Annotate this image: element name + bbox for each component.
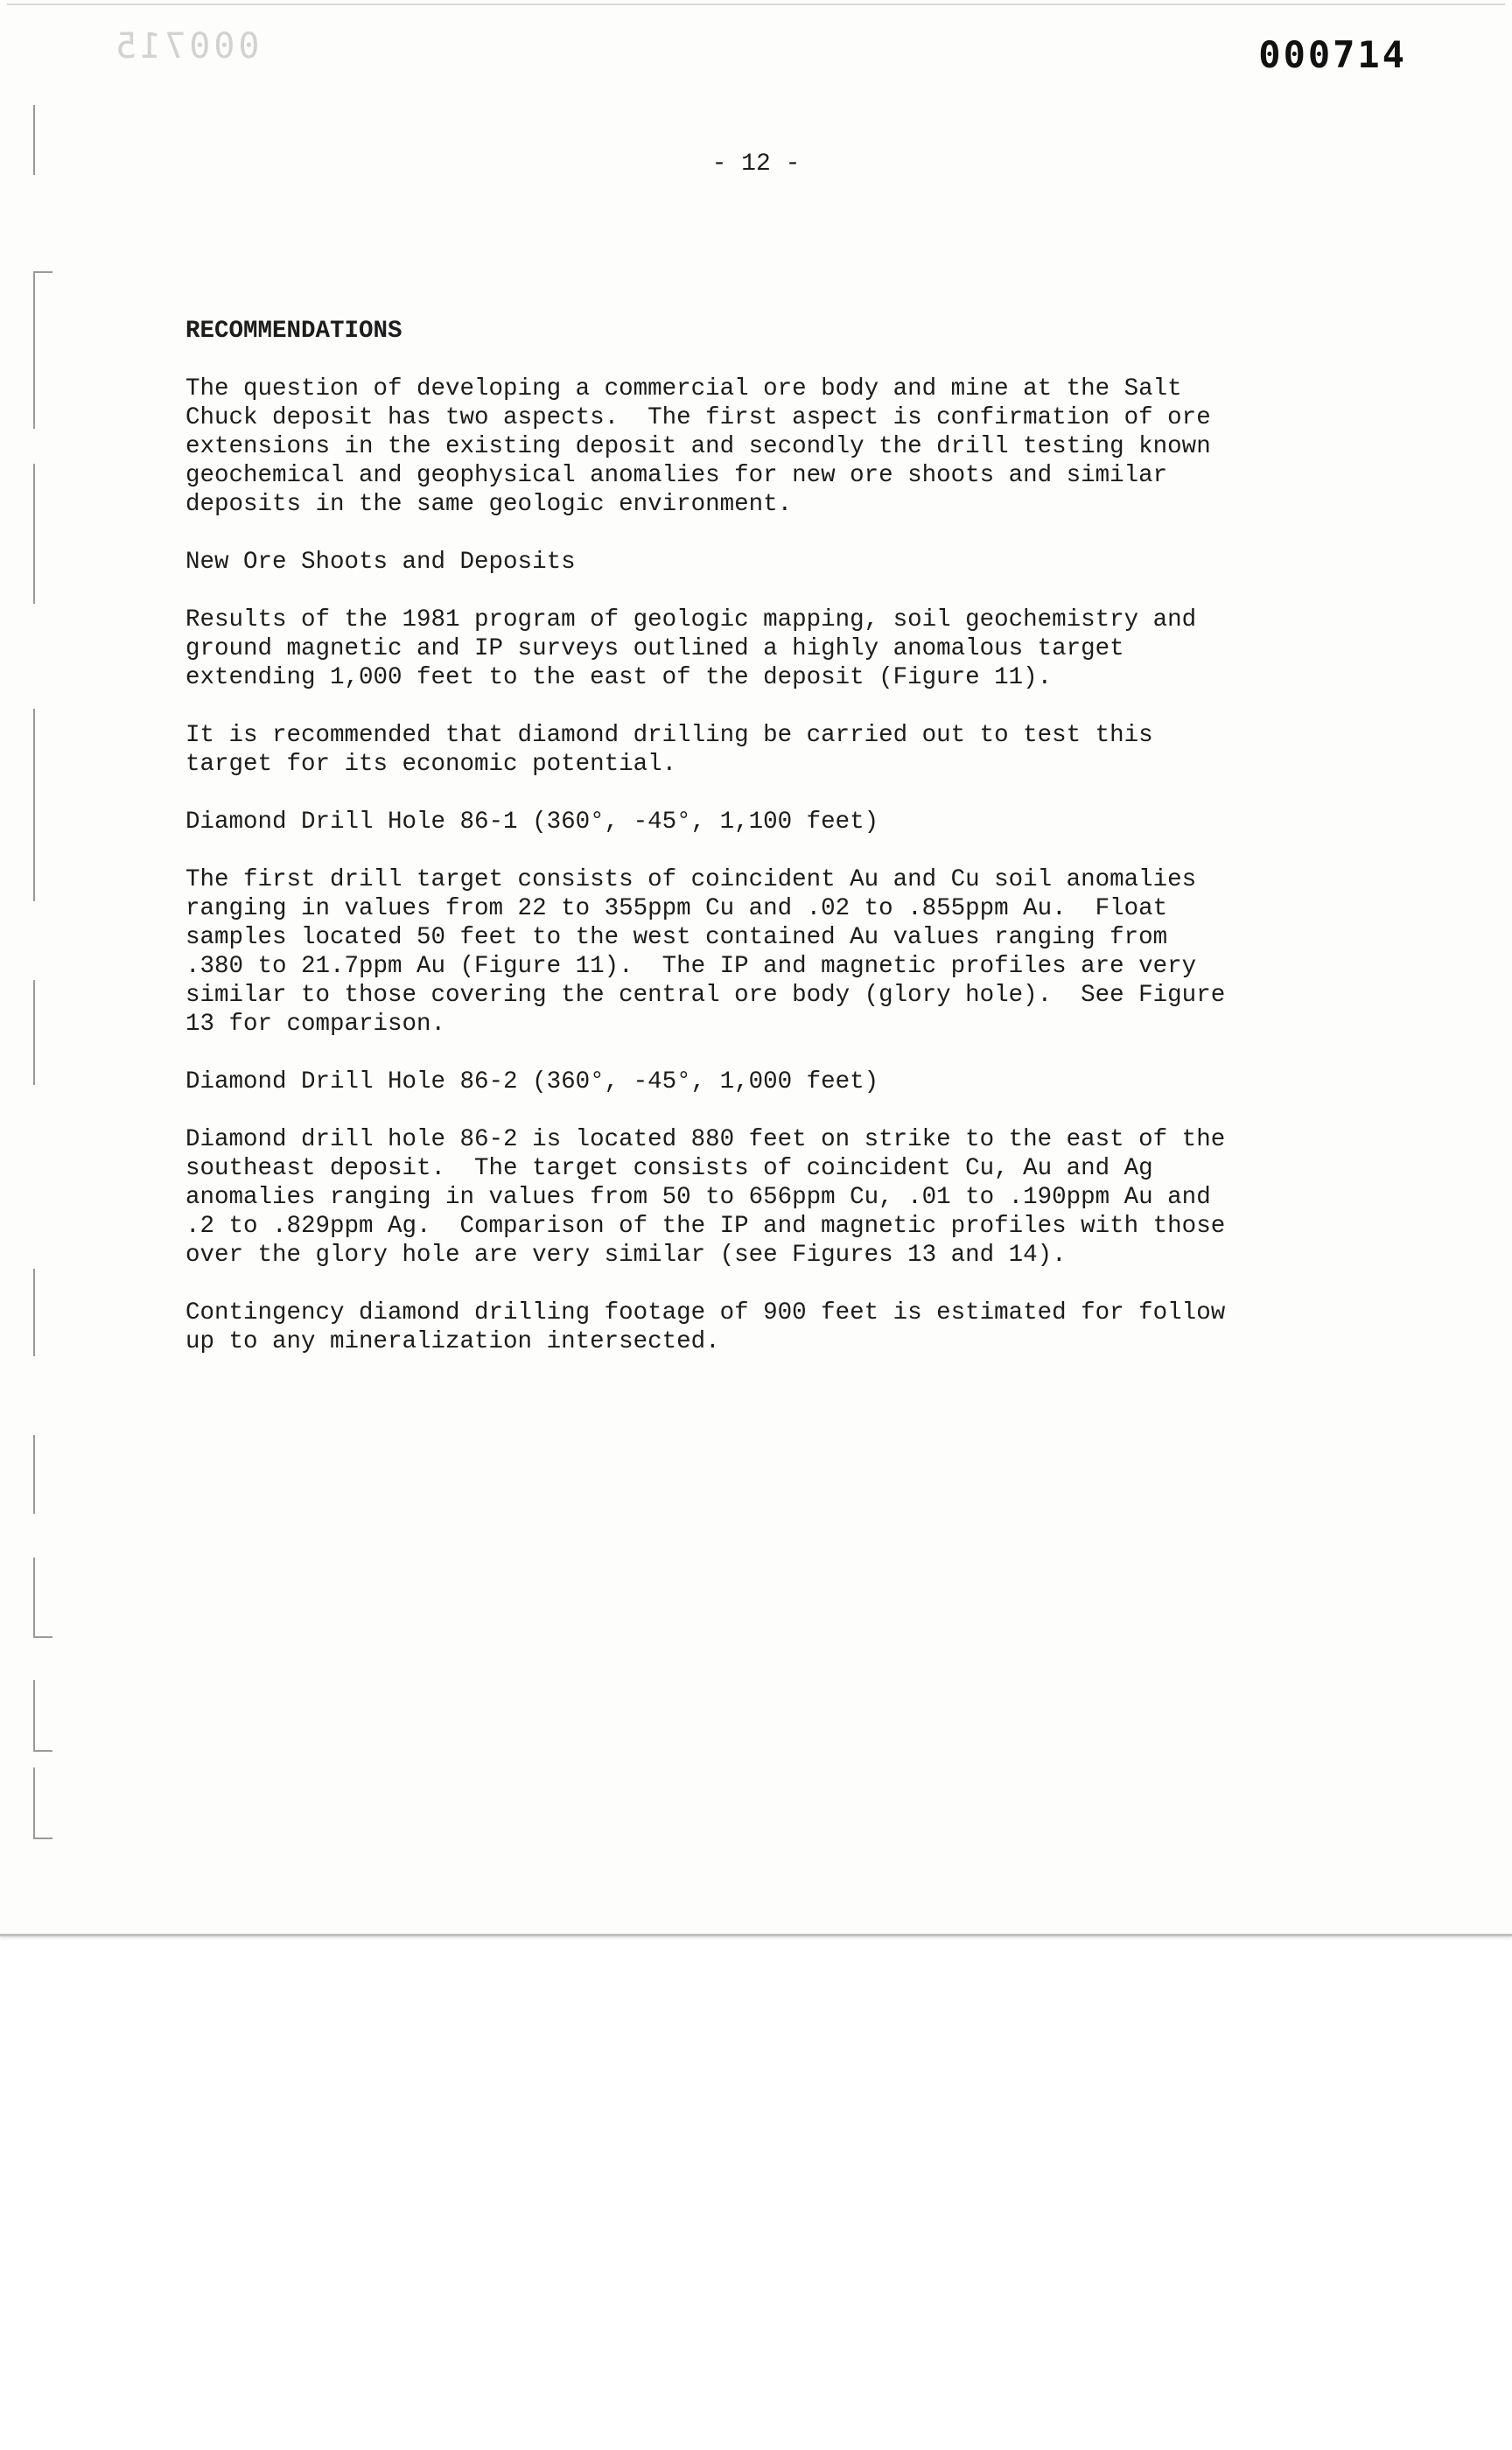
paragraph-drill-hole-86-2: Diamond drill hole 86-2 is located 880 feet on strike to the east of the southeast deposit. The target consists of coincident Cu, Au and Ag anomalies ranging in values from 50 to 656ppm Cu, .01 to .190ppm Au and .2 to .829ppm Ag. Comparison of the IP and magnetic profiles with those over the glory hole are very similar (see Figures 13 and 14). — [186, 1126, 1226, 1269]
page-top-edge — [7, 4, 1505, 5]
paragraph-results: Results of the 1981 program of geologic mapping, soil geochemistry and ground magnetic and IP surveys outlined a highly anomalous target extending 1,000 feet to the east of the deposit (Figure 11). — [186, 606, 1197, 691]
section-heading-recommendations: RECOMMENDATIONS — [186, 318, 402, 345]
paragraph-drill-hole-86-1: The first drill target consists of coincident Au and Cu soil anomalies ranging in values from 22 to 355ppm Cu and .02 to .855ppm Au. Float samples located 50 feet to the west contained Au values ranging from .380 to 21.7ppm Au (Figure 11). The IP and magnetic profiles are very similar to those covering the central ore body (glory hole). See Figure 13 for comparison. — [186, 866, 1226, 1038]
subheading-new-ore-shoots: New Ore Shoots and Deposits — [186, 549, 576, 576]
paragraph-contingency: Contingency diamond drilling footage of 900 feet is estimated for follow up to any mineralization intersected. — [186, 1299, 1226, 1355]
binder-edge-marks — [24, 105, 60, 1855]
subheading-drill-hole-86-1: Diamond Drill Hole 86-1 (360°, -45°, 1,100 feet) — [186, 808, 879, 836]
page-number: - 12 - — [711, 150, 801, 178]
bleed-through-stamp: 000715 — [112, 26, 260, 66]
document-stamp-number: 000714 — [1258, 33, 1407, 76]
subheading-drill-hole-86-2: Diamond Drill Hole 86-2 (360°, -45°, 1,000 feet) — [186, 1068, 879, 1096]
paragraph-recommendation: It is recommended that diamond drilling be carried out to test this target for its economic potential. — [186, 722, 1153, 778]
paragraph-intro: The question of developing a commercial ore body and mine at the Salt Chuck deposit has two aspects. The first aspect is confirmation of ore extensions in the existing deposit and secondly the drill testing known geochemical and geophysical anomalies for new ore shoots and similar deposits in the same geologic environment. — [186, 375, 1211, 518]
document-body — [186, 317, 1270, 1385]
